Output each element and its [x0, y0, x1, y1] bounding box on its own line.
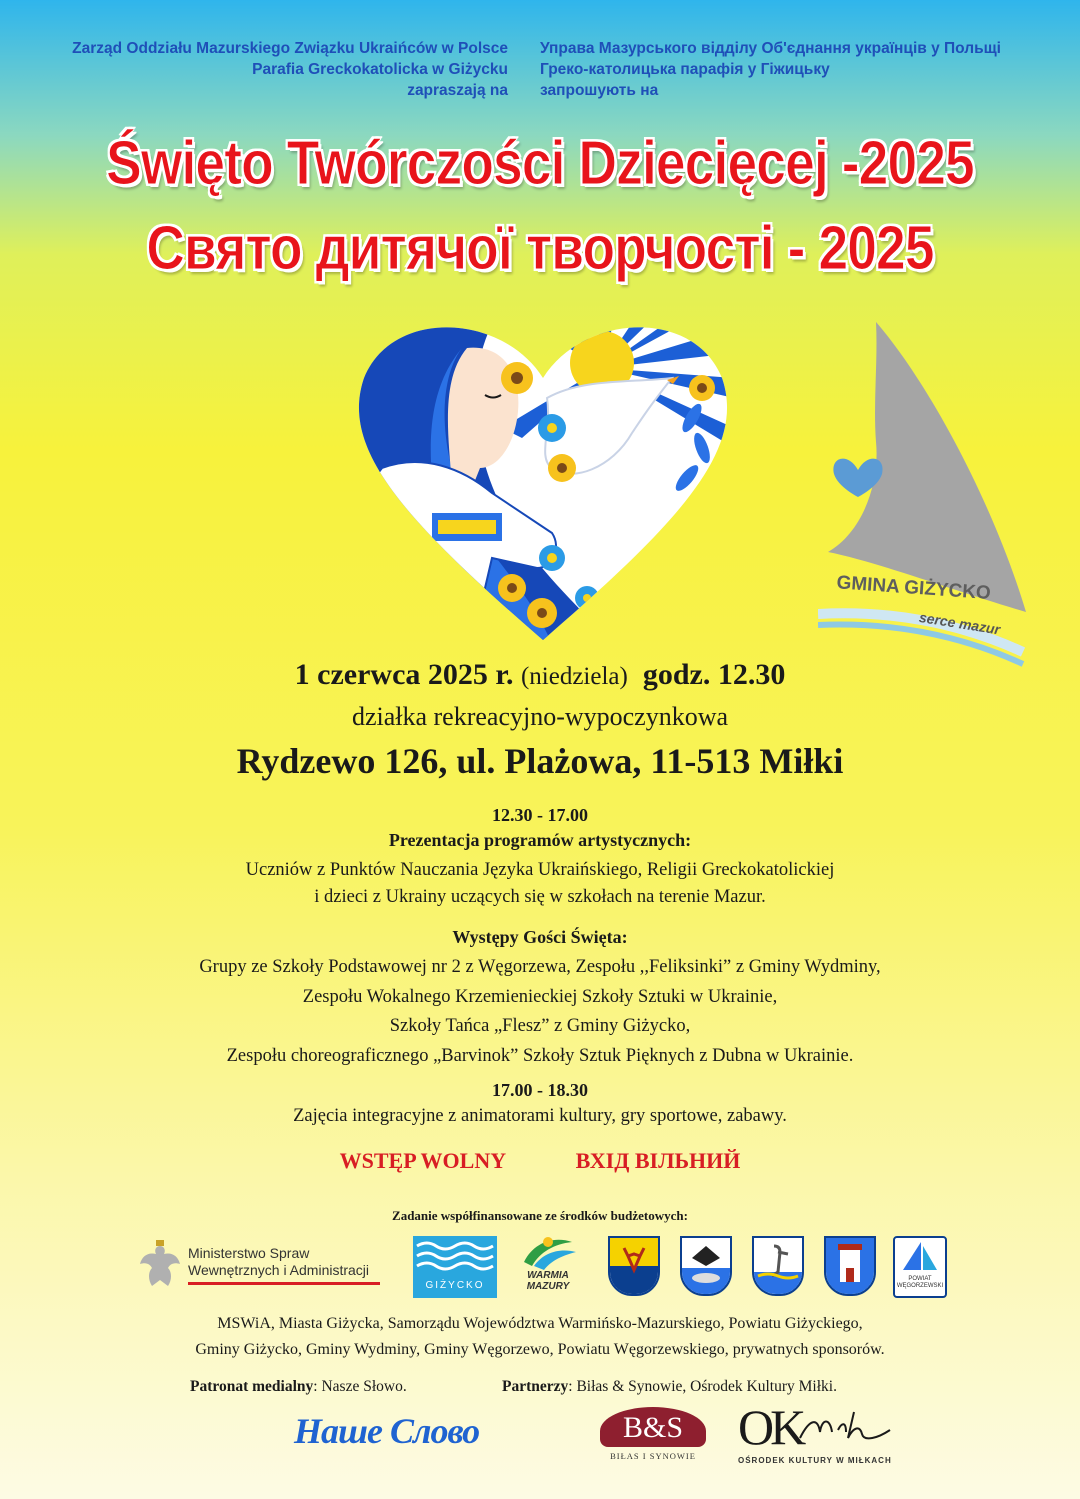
slot2-time: 17.00 - 18.30 [492, 1080, 588, 1100]
organizers-polish [30, 38, 508, 101]
media-patronage-label: Patronat medialny [190, 1378, 314, 1395]
sponsor-line: Gminy Giżycko, Gminy Wydminy, Gminy Węgorzewo, Powiatu Węgorzewskiego, prywatnych sponsorów. [195, 1341, 885, 1358]
eagle-icon [138, 1240, 182, 1290]
event-time: godz. 12.30 [642, 658, 786, 691]
gizycko-logo-text: GIŻYCKO [425, 1280, 485, 1291]
gmina-logo-tagline: serce mazur [918, 608, 1002, 638]
warmia-swirl-icon [514, 1232, 582, 1272]
free-entry [0, 1148, 1080, 1174]
ok-milki-logo [738, 1398, 898, 1478]
sail-icon [895, 1238, 945, 1278]
guest-line: Szkoły Tańca „Flesz” z Gminy Giżycko, [389, 1016, 691, 1036]
slot1-heading: Prezentacja programów artystycznych: [388, 830, 692, 850]
slot1-description [0, 857, 1080, 911]
event-date [0, 658, 1080, 692]
heart-illustration [352, 308, 734, 644]
bs-logo-subtext: BIŁAS I SYNOWIE [610, 1451, 696, 1461]
warmia-mazury-logo [514, 1232, 582, 1302]
organizer-line: Управа Мазурського відділу Об'єднання українців у Польщі [540, 40, 1001, 57]
organizer-line: запрошують на [540, 82, 659, 99]
ministry-name-line1: Ministerstwo Spraw [188, 1245, 310, 1261]
organizers-ukrainian [540, 38, 1060, 101]
coat-of-arms-gizycko-gmina [752, 1236, 804, 1296]
title-ukrainian: Свято дитячої творчості - 2025 [146, 214, 934, 283]
guest-line: Grupy ze Szkoły Podstawowej nr 2 z Węgorzewa, Zespołu ,,Feliksinki” z Gminy Wydminy, [199, 957, 881, 977]
gmina-gizycko-logo [818, 322, 1038, 667]
ok-signature-icon [798, 1408, 898, 1448]
wegorzewski-line2: WĘGORZEWSKI [896, 1283, 944, 1289]
slot1-time: 12.30 - 17.00 [492, 805, 588, 825]
organizer-line: Zarząd Oddziału Mazurskiego Związku Ukraińców w Polsce [72, 40, 508, 57]
guest-line: Zespołu choreograficznego „Barvinok” Szkoły Sztuk Pięknych z Dubna w Ukrainie. [226, 1045, 854, 1066]
wegorzewski-county-logo [893, 1236, 947, 1298]
warmia-line2: MAZURY [526, 1281, 570, 1292]
tower-icon [826, 1238, 874, 1294]
slot1-line: Uczniów z Punktów Nauczania Języka Ukraińskiego, Religii Greckokatolickiej [245, 860, 835, 880]
cofinancing-note: Zadanie współfinansowane ze środków budżetowych: [392, 1208, 688, 1223]
sponsors-list [0, 1311, 1080, 1363]
ok-logo-text: OK [738, 1399, 803, 1455]
organizer-line: Parafia Greckokatolicka w Giżycku [252, 61, 508, 78]
deer-icon [610, 1238, 658, 1294]
partners [502, 1378, 837, 1396]
wegorzewski-line1: POWIAT [908, 1276, 932, 1282]
ok-logo-subtext: OŚRODEK KULTURY W MIŁKACH [738, 1456, 892, 1465]
gmina-logo-name: GMINA GIŻYCKO [835, 572, 992, 605]
slot1-line: i dzieci z Ukrainy uczących się w szkołach na terenie Mazur. [314, 887, 766, 907]
organizer-line: Греко-католицька парафія у Гіжицьку [540, 61, 830, 78]
event-weekday: (niedziela) [520, 663, 628, 690]
guest-line: Zespołu Wokalnego Krzemienieckiej Szkoły Sztuki w Ukrainie, [302, 986, 778, 1007]
event-place: działka rekreacyjno-wypoczynkowa [351, 702, 729, 731]
slot2-description: Zajęcia integracyjne z animatorami kultury, gry sportowe, zabawy. [293, 1106, 787, 1126]
cormorant-fish-icon [682, 1238, 730, 1294]
heron-icon [754, 1238, 802, 1294]
title-polish: Święto Twórczości Dziecięcej -2025 [106, 129, 974, 198]
media-patronage-value: : Nasze Słowo. [313, 1378, 407, 1395]
coat-of-arms-wydminy [608, 1236, 660, 1296]
ministry-logo [138, 1240, 388, 1292]
partners-label: Partnerzy [502, 1378, 569, 1395]
warmia-line1: WARMIA [527, 1270, 569, 1281]
bs-logo [600, 1407, 706, 1463]
coat-of-arms-gizycko-county [680, 1236, 732, 1296]
media-patronage [190, 1378, 407, 1396]
guests-list [0, 953, 1080, 1071]
event-date-value: 1 czerwca 2025 r. [294, 658, 514, 691]
free-entry-ukrainian: ВХІД ВІЛЬНИЙ [575, 1148, 741, 1173]
bs-logo-text: B&S [622, 1411, 684, 1444]
coat-of-arms-wegorzewo [824, 1236, 876, 1296]
ministry-name-line2: Wewnętrznych i Administracji [188, 1262, 370, 1278]
waves-icon [413, 1236, 497, 1276]
gizycko-logo [413, 1236, 497, 1298]
organizer-line: zapraszają na [407, 82, 508, 99]
event-address: Rydzewo 126, ul. Plażowa, 11-513 Miłki [236, 741, 844, 781]
sponsor-line: MSWiA, Miasta Giżycka, Samorządu Województwa Warmińsko-Mazurskiego, Powiatu Giżyckiego, [217, 1315, 863, 1332]
guests-heading: Występy Gości Święta: [452, 927, 628, 947]
partners-value: : Biłas & Synowie, Ośrodek Kultury Miłki. [568, 1378, 837, 1395]
nashe-slovo-logo: Наше Слово [294, 1411, 480, 1451]
free-entry-polish: WSTĘP WOLNY [339, 1148, 507, 1173]
